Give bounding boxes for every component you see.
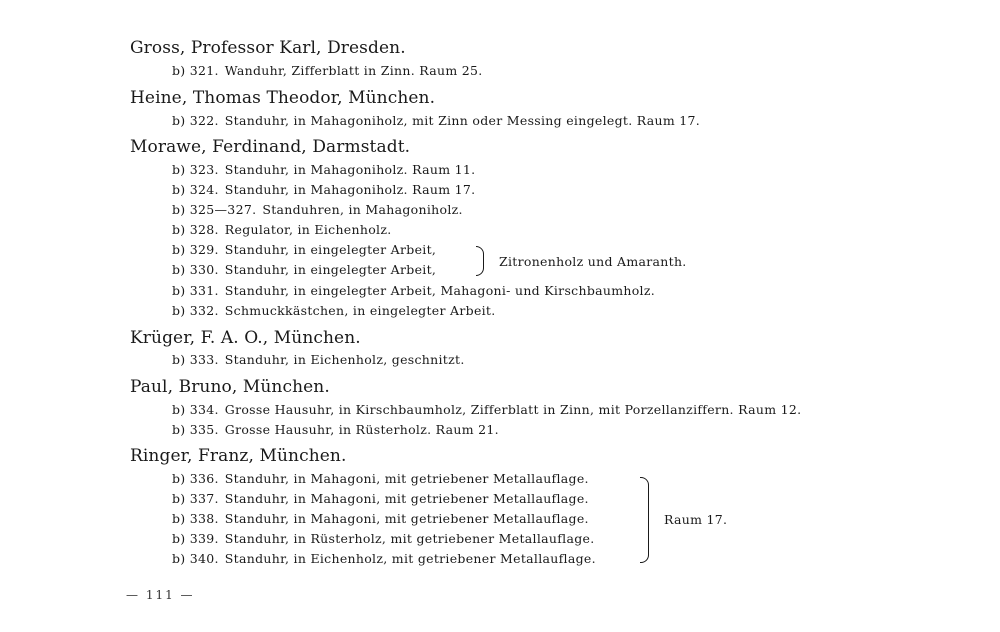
entry-text: Standuhr, in eingelegter Arbeit, <box>224 262 437 277</box>
entry-number: b) 325—327. <box>172 202 257 217</box>
entry-text: Regulator, in Eichenholz. <box>224 222 392 237</box>
brace <box>640 477 649 563</box>
exhibitor-heading: Morawe, Ferdinand, Darmstadt. <box>130 137 411 157</box>
entry-text: Grosse Hausuhr, in Rüsterholz. Raum 21. <box>224 422 499 437</box>
catalog-entry <box>172 491 589 506</box>
entry-number: b) 335. <box>172 422 219 437</box>
catalog-entry <box>172 63 483 78</box>
entry-number: b) 337. <box>172 491 219 506</box>
entry-number: b) 323. <box>172 162 219 177</box>
entry-number: b) 339. <box>172 531 219 546</box>
catalog-entry <box>172 262 436 277</box>
entry-number: b) 332. <box>172 303 219 318</box>
entry-text: Standuhr, in Eichenholz, geschnitzt. <box>224 352 465 367</box>
catalog-entry <box>172 551 596 566</box>
exhibitor-heading: Gross, Professor Karl, Dresden. <box>130 38 406 58</box>
entry-number: b) 333. <box>172 352 219 367</box>
page-number: — 111 — <box>126 588 195 602</box>
catalog-entry <box>172 113 700 128</box>
catalog-entry <box>172 283 655 298</box>
entry-number: b) 328. <box>172 222 219 237</box>
entry-number: b) 331. <box>172 283 219 298</box>
entry-number: b) 330. <box>172 262 219 277</box>
entry-text: Standuhr, in eingelegter Arbeit, Mahagoni- und Kirschbaumholz. <box>224 283 656 298</box>
catalog-entry <box>172 222 391 237</box>
entry-number: b) 334. <box>172 402 219 417</box>
catalog-entry <box>172 303 496 318</box>
entry-text: Standuhren, in Mahagoniholz. <box>262 202 463 217</box>
catalog-entry <box>172 422 499 437</box>
catalog-entry <box>172 202 463 217</box>
exhibitor-heading: Ringer, Franz, München. <box>130 446 347 466</box>
entry-number: b) 322. <box>172 113 219 128</box>
catalog-entry <box>172 162 475 177</box>
entry-text: Wanduhr, Zifferblatt in Zinn. Raum 25. <box>224 63 483 78</box>
catalog-entry <box>172 531 595 546</box>
catalog-entry <box>172 182 475 197</box>
exhibitor-heading: Paul, Bruno, München. <box>130 377 330 397</box>
catalog-entry <box>172 402 801 417</box>
catalog-entry <box>172 471 589 486</box>
entry-text: Standuhr, in Mahagoniholz. Raum 17. <box>224 182 476 197</box>
entry-text: Standuhr, in Mahagoni, mit getriebener Metallauflage. <box>224 511 589 526</box>
brace-note: Zitronenholz und Amaranth. <box>499 254 687 269</box>
entry-text: Standuhr, in Mahagoni, mit getriebener Metallauflage. <box>224 491 589 506</box>
entry-text: Schmuckkästchen, in eingelegter Arbeit. <box>224 303 496 318</box>
entry-text: Standuhr, in Rüsterholz, mit getriebener Metallauflage. <box>224 531 595 546</box>
entry-number: b) 338. <box>172 511 219 526</box>
brace-note: Raum 17. <box>664 512 728 527</box>
entry-text: Standuhr, in Mahagoniholz, mit Zinn oder Messing eingelegt. Raum 17. <box>224 113 701 128</box>
exhibitor-heading: Heine, Thomas Theodor, München. <box>130 88 436 108</box>
exhibitor-heading: Krüger, F. A. O., München. <box>130 328 361 348</box>
entry-number: b) 324. <box>172 182 219 197</box>
catalog-entry <box>172 352 465 367</box>
catalog-entry <box>172 511 589 526</box>
entry-number: b) 340. <box>172 551 219 566</box>
entry-text: Standuhr, in Eichenholz, mit getriebener Metallauflage. <box>224 551 596 566</box>
entry-text: Standuhr, in Mahagoniholz. Raum 11. <box>224 162 476 177</box>
catalog-entry <box>172 242 436 257</box>
entry-text: Standuhr, in eingelegter Arbeit, <box>224 242 437 257</box>
entry-number: b) 336. <box>172 471 219 486</box>
entry-text: Grosse Hausuhr, in Kirschbaumholz, Zifferblatt in Zinn, mit Porzellanziffern. Raum 12. <box>224 402 802 417</box>
entry-text: Standuhr, in Mahagoni, mit getriebener Metallauflage. <box>224 471 589 486</box>
entry-number: b) 321. <box>172 63 219 78</box>
entry-number: b) 329. <box>172 242 219 257</box>
brace <box>476 246 484 276</box>
